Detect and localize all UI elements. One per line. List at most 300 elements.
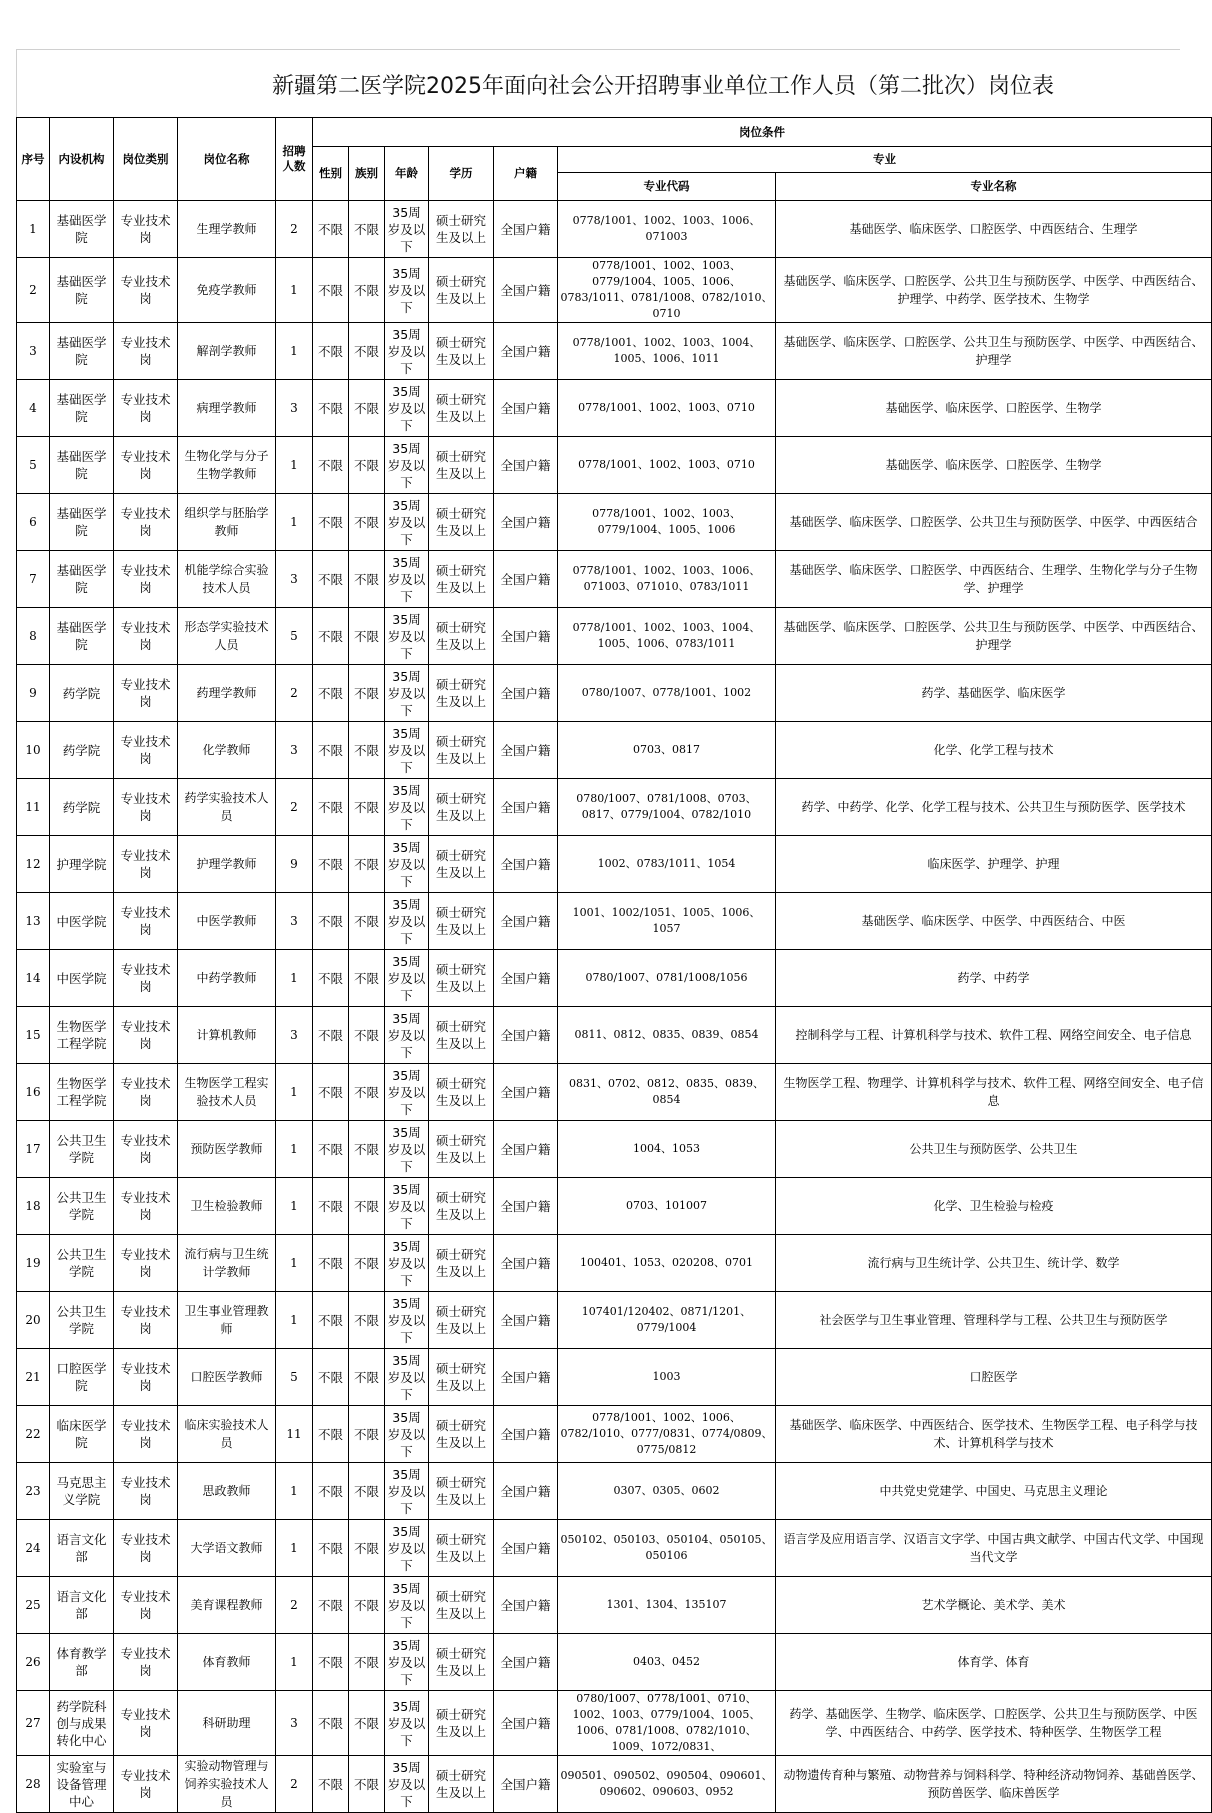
cell-edu: 硕士研究生及以上 [429, 608, 494, 665]
cell-major-name: 药学、中药学 [776, 950, 1212, 1007]
cell-type: 专业技术岗 [114, 1577, 178, 1634]
table-row [17, 1349, 1212, 1406]
cell-seq: 21 [17, 1349, 50, 1406]
cell-ethnic: 不限 [349, 1292, 385, 1349]
cell-gender: 不限 [313, 323, 349, 380]
cell-ethnic: 不限 [349, 1349, 385, 1406]
cell-major-name: 动物遗传育种与繁殖、动物营养与饲料科学、特种经济动物饲养、基础兽医学、预防兽医学、临床兽医学 [776, 1756, 1212, 1813]
cell-post: 卫生检验教师 [178, 1178, 276, 1235]
cell-seq: 5 [17, 437, 50, 494]
cell-type: 专业技术岗 [114, 1756, 178, 1813]
cell-major-name: 基础医学、临床医学、口腔医学、公共卫生与预防医学、中医学、中西医结合、护理学 [776, 323, 1212, 380]
cell-count: 1 [276, 1064, 313, 1121]
cell-gender: 不限 [313, 1007, 349, 1064]
cell-gender: 不限 [313, 950, 349, 1007]
cell-dept: 公共卫生学院 [50, 1292, 114, 1349]
cell-post: 口腔医学教师 [178, 1349, 276, 1406]
cell-major-name: 药学、基础医学、临床医学 [776, 665, 1212, 722]
cell-gender: 不限 [313, 1292, 349, 1349]
table-row [17, 950, 1212, 1007]
cell-dept: 基础医学院 [50, 380, 114, 437]
cell-hukou: 全国户籍 [494, 1235, 558, 1292]
cell-age: 35周岁及以下 [385, 1756, 429, 1813]
table-row [17, 1121, 1212, 1178]
cell-ethnic: 不限 [349, 1463, 385, 1520]
cell-ethnic: 不限 [349, 665, 385, 722]
cell-age: 35周岁及以下 [385, 1292, 429, 1349]
cell-major-name: 基础医学、临床医学、中医学、中西医结合、中医 [776, 893, 1212, 950]
cell-gender: 不限 [313, 1349, 349, 1406]
cell-post: 生物化学与分子生物学教师 [178, 437, 276, 494]
cell-edu: 硕士研究生及以上 [429, 437, 494, 494]
cell-ethnic: 不限 [349, 437, 385, 494]
cell-major-code: 1004、1053 [558, 1121, 776, 1178]
cell-seq: 28 [17, 1756, 50, 1813]
cell-hukou: 全国户籍 [494, 1520, 558, 1577]
cell-edu: 硕士研究生及以上 [429, 1349, 494, 1406]
cell-type: 专业技术岗 [114, 1634, 178, 1691]
cell-post: 形态学实验技术人员 [178, 608, 276, 665]
cell-type: 专业技术岗 [114, 1292, 178, 1349]
cell-count: 2 [276, 665, 313, 722]
cell-edu: 硕士研究生及以上 [429, 893, 494, 950]
header-major: 专业 [558, 147, 1212, 173]
cell-seq: 17 [17, 1121, 50, 1178]
cell-gender: 不限 [313, 1756, 349, 1813]
cell-dept: 生物医学工程学院 [50, 1064, 114, 1121]
cell-major-code: 0778/1001、1002、1003、0779/1004、1005、1006、0783/1011、0781/1008、0782/1010、0710 [558, 258, 776, 323]
cell-major-name: 社会医学与卫生事业管理、管理科学与工程、公共卫生与预防医学 [776, 1292, 1212, 1349]
cell-edu: 硕士研究生及以上 [429, 1064, 494, 1121]
cell-gender: 不限 [313, 1406, 349, 1463]
cell-major-name: 生物医学工程、物理学、计算机科学与技术、软件工程、网络空间安全、电子信息 [776, 1064, 1212, 1121]
cell-major-code: 0703、101007 [558, 1178, 776, 1235]
cell-major-code: 100401、1053、020208、0701 [558, 1235, 776, 1292]
cell-count: 1 [276, 494, 313, 551]
cell-major-code: 1001、1002/1051、1005、1006、1057 [558, 893, 776, 950]
cell-hukou: 全国户籍 [494, 1634, 558, 1691]
cell-seq: 10 [17, 722, 50, 779]
cell-major-code: 0778/1001、1002、1003、0779/1004、1005、1006 [558, 494, 776, 551]
cell-type: 专业技术岗 [114, 1520, 178, 1577]
cell-age: 35周岁及以下 [385, 437, 429, 494]
cell-age: 35周岁及以下 [385, 950, 429, 1007]
cell-hukou: 全国户籍 [494, 1178, 558, 1235]
cell-dept: 基础医学院 [50, 551, 114, 608]
cell-major-code: 1301、1304、135107 [558, 1577, 776, 1634]
cell-gender: 不限 [313, 836, 349, 893]
cell-major-code: 090501、090502、090504、090601、090602、090603、0952 [558, 1756, 776, 1813]
cell-edu: 硕士研究生及以上 [429, 1178, 494, 1235]
cell-gender: 不限 [313, 201, 349, 258]
table-row [17, 608, 1212, 665]
table-row [17, 1064, 1212, 1121]
cell-major-name: 临床医学、护理学、护理 [776, 836, 1212, 893]
cell-count: 9 [276, 836, 313, 893]
cell-type: 专业技术岗 [114, 494, 178, 551]
cell-edu: 硕士研究生及以上 [429, 380, 494, 437]
cell-post: 组织学与胚胎学教师 [178, 494, 276, 551]
cell-count: 3 [276, 380, 313, 437]
cell-ethnic: 不限 [349, 380, 385, 437]
cell-edu: 硕士研究生及以上 [429, 258, 494, 323]
cell-post: 预防医学教师 [178, 1121, 276, 1178]
cell-post: 临床实验技术人员 [178, 1406, 276, 1463]
cell-seq: 19 [17, 1235, 50, 1292]
header-conditions: 岗位条件 [313, 118, 1212, 147]
cell-major-name: 化学、化学工程与技术 [776, 722, 1212, 779]
cell-seq: 18 [17, 1178, 50, 1235]
cell-hukou: 全国户籍 [494, 1007, 558, 1064]
cell-hukou: 全国户籍 [494, 779, 558, 836]
cell-major-code: 1003 [558, 1349, 776, 1406]
cell-dept: 临床医学院 [50, 1406, 114, 1463]
cell-post: 思政教师 [178, 1463, 276, 1520]
cell-dept: 基础医学院 [50, 323, 114, 380]
cell-seq: 26 [17, 1634, 50, 1691]
cell-type: 专业技术岗 [114, 608, 178, 665]
cell-hukou: 全国户籍 [494, 551, 558, 608]
cell-age: 35周岁及以下 [385, 1406, 429, 1463]
cell-edu: 硕士研究生及以上 [429, 1007, 494, 1064]
cell-hukou: 全国户籍 [494, 201, 558, 258]
table-row [17, 437, 1212, 494]
cell-gender: 不限 [313, 1634, 349, 1691]
cell-type: 专业技术岗 [114, 323, 178, 380]
cell-seq: 15 [17, 1007, 50, 1064]
cell-ethnic: 不限 [349, 494, 385, 551]
cell-count: 1 [276, 1520, 313, 1577]
cell-hukou: 全国户籍 [494, 665, 558, 722]
cell-count: 1 [276, 1292, 313, 1349]
cell-count: 1 [276, 950, 313, 1007]
cell-dept: 公共卫生学院 [50, 1235, 114, 1292]
cell-hukou: 全国户籍 [494, 1064, 558, 1121]
cell-seq: 24 [17, 1520, 50, 1577]
cell-gender: 不限 [313, 1235, 349, 1292]
cell-gender: 不限 [313, 551, 349, 608]
cell-edu: 硕士研究生及以上 [429, 665, 494, 722]
cell-age: 35周岁及以下 [385, 323, 429, 380]
cell-type: 专业技术岗 [114, 1121, 178, 1178]
cell-gender: 不限 [313, 893, 349, 950]
table-row [17, 722, 1212, 779]
cell-ethnic: 不限 [349, 1064, 385, 1121]
cell-type: 专业技术岗 [114, 1064, 178, 1121]
cell-age: 35周岁及以下 [385, 1235, 429, 1292]
header-type: 岗位类别 [114, 118, 178, 201]
cell-dept: 基础医学院 [50, 494, 114, 551]
cell-seq: 8 [17, 608, 50, 665]
cell-age: 35周岁及以下 [385, 836, 429, 893]
cell-major-code: 0811、0812、0835、0839、0854 [558, 1007, 776, 1064]
cell-ethnic: 不限 [349, 722, 385, 779]
cell-dept: 基础医学院 [50, 608, 114, 665]
header-major-code: 专业代码 [558, 173, 776, 201]
cell-major-name: 体育学、体育 [776, 1634, 1212, 1691]
cell-age: 35周岁及以下 [385, 1349, 429, 1406]
cell-count: 1 [276, 437, 313, 494]
cell-count: 5 [276, 608, 313, 665]
table-row [17, 1007, 1212, 1064]
cell-age: 35周岁及以下 [385, 551, 429, 608]
table-row [17, 1406, 1212, 1463]
table-row [17, 1691, 1212, 1756]
cell-hukou: 全国户籍 [494, 437, 558, 494]
cell-type: 专业技术岗 [114, 380, 178, 437]
cell-major-name: 基础医学、临床医学、口腔医学、公共卫生与预防医学、中医学、中西医结合、护理学、中药学、医学技术、生物学 [776, 258, 1212, 323]
cell-post: 实验动物管理与饲养实验技术人员 [178, 1756, 276, 1813]
cell-gender: 不限 [313, 1121, 349, 1178]
table-row [17, 1634, 1212, 1691]
cell-seq: 27 [17, 1691, 50, 1756]
cell-gender: 不限 [313, 380, 349, 437]
cell-hukou: 全国户籍 [494, 1691, 558, 1756]
cell-post: 药学实验技术人员 [178, 779, 276, 836]
cell-gender: 不限 [313, 1178, 349, 1235]
cell-major-code: 1002、0783/1011、1054 [558, 836, 776, 893]
cell-post: 大学语文教师 [178, 1520, 276, 1577]
cell-major-name: 控制科学与工程、计算机科学与技术、软件工程、网络空间安全、电子信息 [776, 1007, 1212, 1064]
cell-major-code: 0778/1001、1002、1003、1004、1005、1006、1011 [558, 323, 776, 380]
table-row [17, 380, 1212, 437]
cell-major-name: 流行病与卫生统计学、公共卫生、统计学、数学 [776, 1235, 1212, 1292]
cell-count: 2 [276, 779, 313, 836]
cell-edu: 硕士研究生及以上 [429, 1756, 494, 1813]
cell-age: 35周岁及以下 [385, 1178, 429, 1235]
cell-edu: 硕士研究生及以上 [429, 1292, 494, 1349]
cell-hukou: 全国户籍 [494, 608, 558, 665]
cell-seq: 12 [17, 836, 50, 893]
cell-major-code: 0780/1007、0781/1008/1056 [558, 950, 776, 1007]
cell-seq: 20 [17, 1292, 50, 1349]
cell-major-name: 化学、卫生检验与检疫 [776, 1178, 1212, 1235]
cell-gender: 不限 [313, 1064, 349, 1121]
cell-seq: 22 [17, 1406, 50, 1463]
cell-edu: 硕士研究生及以上 [429, 1520, 494, 1577]
cell-ethnic: 不限 [349, 1007, 385, 1064]
cell-ethnic: 不限 [349, 608, 385, 665]
cell-major-code: 0778/1001、1002、1006、0782/1010、0777/0831、0774/0809、0775/0812 [558, 1406, 776, 1463]
cell-type: 专业技术岗 [114, 1463, 178, 1520]
cell-dept: 基础医学院 [50, 437, 114, 494]
cell-seq: 1 [17, 201, 50, 258]
cell-dept: 药学院 [50, 722, 114, 779]
cell-ethnic: 不限 [349, 201, 385, 258]
cell-hukou: 全国户籍 [494, 1577, 558, 1634]
cell-dept: 体育教学部 [50, 1634, 114, 1691]
cell-count: 2 [276, 1756, 313, 1813]
cell-dept: 实验室与设备管理中心 [50, 1756, 114, 1813]
cell-seq: 11 [17, 779, 50, 836]
table-row [17, 323, 1212, 380]
cell-ethnic: 不限 [349, 1577, 385, 1634]
cell-hukou: 全国户籍 [494, 1756, 558, 1813]
cell-gender: 不限 [313, 437, 349, 494]
cell-type: 专业技术岗 [114, 665, 178, 722]
cell-age: 35周岁及以下 [385, 201, 429, 258]
cell-major-code: 0703、0817 [558, 722, 776, 779]
cell-ethnic: 不限 [349, 893, 385, 950]
cell-type: 专业技术岗 [114, 551, 178, 608]
cell-seq: 23 [17, 1463, 50, 1520]
cell-dept: 中医学院 [50, 950, 114, 1007]
cell-edu: 硕士研究生及以上 [429, 1463, 494, 1520]
table-row [17, 1756, 1212, 1813]
cell-age: 35周岁及以下 [385, 1520, 429, 1577]
cell-dept: 药学院 [50, 779, 114, 836]
cell-gender: 不限 [313, 494, 349, 551]
cell-post: 护理学教师 [178, 836, 276, 893]
cell-post: 免疫学教师 [178, 258, 276, 323]
table-body [17, 201, 1212, 1813]
cell-ethnic: 不限 [349, 1520, 385, 1577]
cell-seq: 16 [17, 1064, 50, 1121]
cell-hukou: 全国户籍 [494, 1463, 558, 1520]
cell-post: 药理学教师 [178, 665, 276, 722]
cell-dept: 中医学院 [50, 893, 114, 950]
cell-type: 专业技术岗 [114, 1691, 178, 1756]
table-header [17, 118, 1212, 201]
cell-major-name: 口腔医学 [776, 1349, 1212, 1406]
cell-type: 专业技术岗 [114, 1235, 178, 1292]
cell-ethnic: 不限 [349, 950, 385, 1007]
cell-type: 专业技术岗 [114, 437, 178, 494]
cell-count: 3 [276, 551, 313, 608]
cell-gender: 不限 [313, 722, 349, 779]
cell-age: 35周岁及以下 [385, 1007, 429, 1064]
cell-type: 专业技术岗 [114, 779, 178, 836]
cell-dept: 基础医学院 [50, 201, 114, 258]
cell-seq: 4 [17, 380, 50, 437]
cell-post: 美育课程教师 [178, 1577, 276, 1634]
cell-ethnic: 不限 [349, 1756, 385, 1813]
cell-major-code: 0307、0305、0602 [558, 1463, 776, 1520]
cell-seq: 25 [17, 1577, 50, 1634]
cell-major-code: 0778/1001、1002、1003、1006、071003、071010、0783/1011 [558, 551, 776, 608]
table-row [17, 1520, 1212, 1577]
cell-gender: 不限 [313, 665, 349, 722]
cell-gender: 不限 [313, 608, 349, 665]
cell-edu: 硕士研究生及以上 [429, 950, 494, 1007]
cell-age: 35周岁及以下 [385, 665, 429, 722]
cell-age: 35周岁及以下 [385, 722, 429, 779]
cell-major-code: 0831、0702、0812、0835、0839、0854 [558, 1064, 776, 1121]
cell-edu: 硕士研究生及以上 [429, 201, 494, 258]
cell-major-name: 药学、中药学、化学、化学工程与技术、公共卫生与预防医学、医学技术 [776, 779, 1212, 836]
header-dept: 内设机构 [50, 118, 114, 201]
table-row [17, 1463, 1212, 1520]
table-row [17, 1178, 1212, 1235]
cell-post: 中药学教师 [178, 950, 276, 1007]
header-age: 年龄 [385, 147, 429, 201]
cell-age: 35周岁及以下 [385, 1634, 429, 1691]
cell-dept: 口腔医学院 [50, 1349, 114, 1406]
cell-edu: 硕士研究生及以上 [429, 1691, 494, 1756]
table-row [17, 893, 1212, 950]
cell-dept: 药学院 [50, 665, 114, 722]
cell-age: 35周岁及以下 [385, 258, 429, 323]
cell-ethnic: 不限 [349, 1235, 385, 1292]
table-row [17, 836, 1212, 893]
cell-post: 机能学综合实验技术人员 [178, 551, 276, 608]
cell-ethnic: 不限 [349, 1406, 385, 1463]
cell-type: 专业技术岗 [114, 950, 178, 1007]
cell-major-name: 基础医学、临床医学、口腔医学、生物学 [776, 437, 1212, 494]
cell-seq: 9 [17, 665, 50, 722]
cell-major-name: 基础医学、临床医学、口腔医学、生物学 [776, 380, 1212, 437]
cell-hukou: 全国户籍 [494, 722, 558, 779]
cell-edu: 硕士研究生及以上 [429, 1634, 494, 1691]
cell-gender: 不限 [313, 779, 349, 836]
cell-type: 专业技术岗 [114, 1406, 178, 1463]
cell-dept: 语言文化部 [50, 1520, 114, 1577]
cell-hukou: 全国户籍 [494, 1349, 558, 1406]
cell-count: 2 [276, 201, 313, 258]
table-row [17, 201, 1212, 258]
cell-type: 专业技术岗 [114, 1349, 178, 1406]
cell-post: 生物医学工程实验技术人员 [178, 1064, 276, 1121]
cell-count: 3 [276, 1007, 313, 1064]
cell-hukou: 全国户籍 [494, 323, 558, 380]
cell-post: 解剖学教师 [178, 323, 276, 380]
cell-edu: 硕士研究生及以上 [429, 1577, 494, 1634]
cell-count: 5 [276, 1349, 313, 1406]
cell-hukou: 全国户籍 [494, 258, 558, 323]
cell-type: 专业技术岗 [114, 893, 178, 950]
cell-major-code: 107401/120402、0871/1201、0779/1004 [558, 1292, 776, 1349]
cell-post: 中医学教师 [178, 893, 276, 950]
cell-type: 专业技术岗 [114, 201, 178, 258]
cell-dept: 语言文化部 [50, 1577, 114, 1634]
table-row [17, 1235, 1212, 1292]
cell-count: 1 [276, 258, 313, 323]
header-post: 岗位名称 [178, 118, 276, 201]
cell-major-code: 0403、0452 [558, 1634, 776, 1691]
cell-hukou: 全国户籍 [494, 494, 558, 551]
cell-ethnic: 不限 [349, 551, 385, 608]
cell-hukou: 全国户籍 [494, 1406, 558, 1463]
cell-major-name: 语言学及应用语言学、汉语言文字学、中国古典文献学、中国古代文学、中国现当代文学 [776, 1520, 1212, 1577]
cell-major-name: 基础医学、临床医学、中西医结合、医学技术、生物医学工程、电子科学与技术、计算机科学与技术 [776, 1406, 1212, 1463]
cell-post: 卫生事业管理教师 [178, 1292, 276, 1349]
cell-dept: 公共卫生学院 [50, 1178, 114, 1235]
cell-gender: 不限 [313, 1520, 349, 1577]
cell-count: 3 [276, 893, 313, 950]
cell-ethnic: 不限 [349, 1634, 385, 1691]
cell-hukou: 全国户籍 [494, 893, 558, 950]
table-row [17, 258, 1212, 323]
cell-count: 1 [276, 1634, 313, 1691]
cell-major-code: 0780/1007、0778/1001、0710、1002、1003、0779/1004、1005、1006、0781/1008、0782/1010、1009、1072/0831、 [558, 1691, 776, 1756]
cell-major-code: 0778/1001、1002、1003、1006、071003 [558, 201, 776, 258]
table-row [17, 1292, 1212, 1349]
cell-edu: 硕士研究生及以上 [429, 323, 494, 380]
cell-ethnic: 不限 [349, 779, 385, 836]
cell-count: 1 [276, 1235, 313, 1292]
cell-ethnic: 不限 [349, 258, 385, 323]
table-row [17, 494, 1212, 551]
cell-age: 35周岁及以下 [385, 1691, 429, 1756]
cell-hukou: 全国户籍 [494, 1292, 558, 1349]
cell-major-code: 0778/1001、1002、1003、0710 [558, 437, 776, 494]
cell-major-name: 艺术学概论、美术学、美术 [776, 1577, 1212, 1634]
cell-type: 专业技术岗 [114, 722, 178, 779]
cell-post: 化学教师 [178, 722, 276, 779]
cell-count: 3 [276, 722, 313, 779]
header-seq: 序号 [17, 118, 50, 201]
cell-hukou: 全国户籍 [494, 380, 558, 437]
